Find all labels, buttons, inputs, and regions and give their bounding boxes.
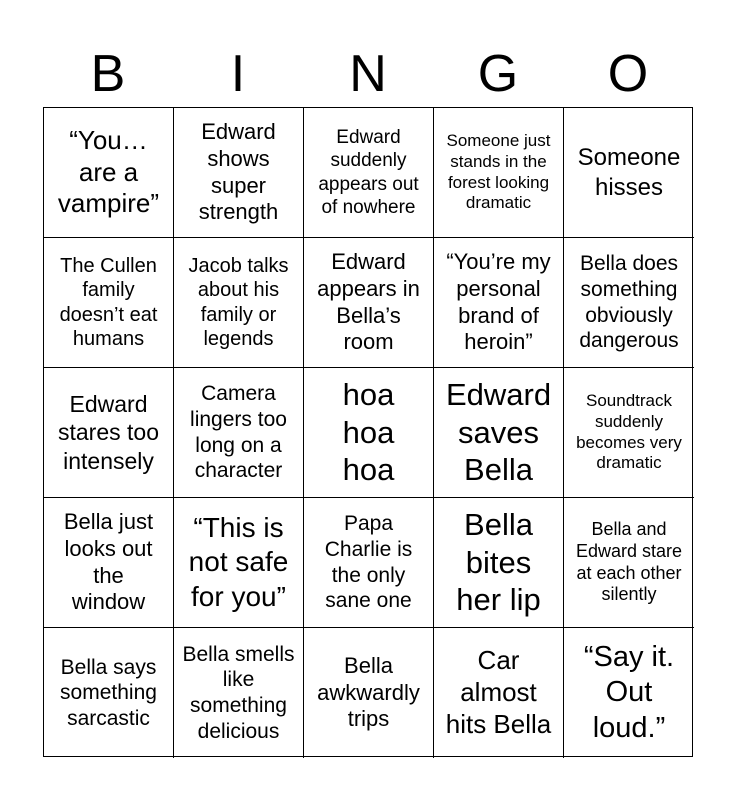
bingo-cell[interactable]	[564, 368, 694, 498]
cell-text: Edward shows super strength	[198, 118, 279, 225]
bingo-cell[interactable]	[434, 108, 564, 238]
cell-text: Bella bites her lip	[456, 506, 541, 618]
cell-text: Edward suddenly appears out of nowhere	[318, 127, 419, 218]
bingo-cell[interactable]	[434, 238, 564, 368]
cell-text: Camera lingers too long on a character	[190, 382, 287, 483]
header-letter-g: G	[477, 45, 519, 103]
cell-text: “Say it. Out loud.”	[583, 640, 675, 744]
header-letter-n: N	[349, 45, 387, 103]
bingo-cell[interactable]	[304, 238, 434, 368]
bingo-cell[interactable]	[564, 238, 694, 368]
cell-text: Someone just stands in the forest looking dramatic	[446, 131, 551, 213]
bingo-cell[interactable]	[174, 108, 304, 238]
bingo-cell[interactable]	[564, 498, 694, 628]
cell-text: Bella smells like something delicious	[182, 642, 295, 743]
cell-text: Bella does something obviously dangerous	[579, 252, 679, 353]
bingo-cell[interactable]	[564, 108, 694, 238]
cell-text: Bella just looks out the window	[63, 508, 154, 615]
cell-text: Edward saves Bella	[445, 376, 552, 488]
bingo-cell[interactable]	[434, 628, 564, 758]
bingo-cell[interactable]	[304, 498, 434, 628]
cell-text: Someone hisses	[577, 144, 681, 201]
bingo-cell[interactable]	[564, 628, 694, 758]
cell-text: Edward stares too intensely	[58, 391, 159, 474]
cell-text: Papa Charlie is the only sane one	[324, 512, 413, 613]
bingo-cell[interactable]	[174, 628, 304, 758]
bingo-cell[interactable]	[174, 498, 304, 628]
cell-text: Jacob talks about his family or legends	[188, 254, 289, 350]
bingo-cell[interactable]	[304, 108, 434, 238]
bingo-cell[interactable]	[434, 368, 564, 498]
bingo-grid	[43, 107, 693, 757]
bingo-cell[interactable]	[44, 238, 174, 368]
header-letter-o: O	[607, 45, 649, 103]
bingo-cell[interactable]	[44, 498, 174, 628]
cell-text: The Cullen family doesn’t eat humans	[59, 254, 158, 350]
bingo-cell[interactable]	[174, 238, 304, 368]
bingo-cell[interactable]	[44, 368, 174, 498]
bingo-cell[interactable]	[44, 108, 174, 238]
cell-text: Car almost hits Bella	[445, 645, 552, 739]
bingo-cell[interactable]	[304, 368, 434, 498]
bingo-cell[interactable]	[174, 368, 304, 498]
header-letter-b: B	[90, 45, 126, 103]
bingo-header	[43, 40, 693, 108]
bingo-cell[interactable]	[304, 628, 434, 758]
header-letter-i: I	[230, 45, 246, 103]
cell-text: Bella says something sarcastic	[60, 655, 157, 730]
cell-text: Bella awkwardly trips	[317, 652, 420, 732]
cell-text: Bella and Edward stare at each other silently	[575, 518, 683, 605]
bingo-cell[interactable]	[434, 498, 564, 628]
cell-text: Edward appears in Bella’s room	[317, 248, 420, 355]
cell-text: “You’re my personal brand of heroin”	[446, 248, 551, 355]
cell-text: “You… are a vampire”	[57, 124, 160, 219]
cell-text: “This is not safe for you”	[188, 512, 289, 612]
bingo-cell[interactable]	[44, 628, 174, 758]
cell-text: hoa hoa hoa	[342, 376, 395, 488]
cell-text: Soundtrack suddenly becomes very dramatic	[576, 391, 682, 473]
